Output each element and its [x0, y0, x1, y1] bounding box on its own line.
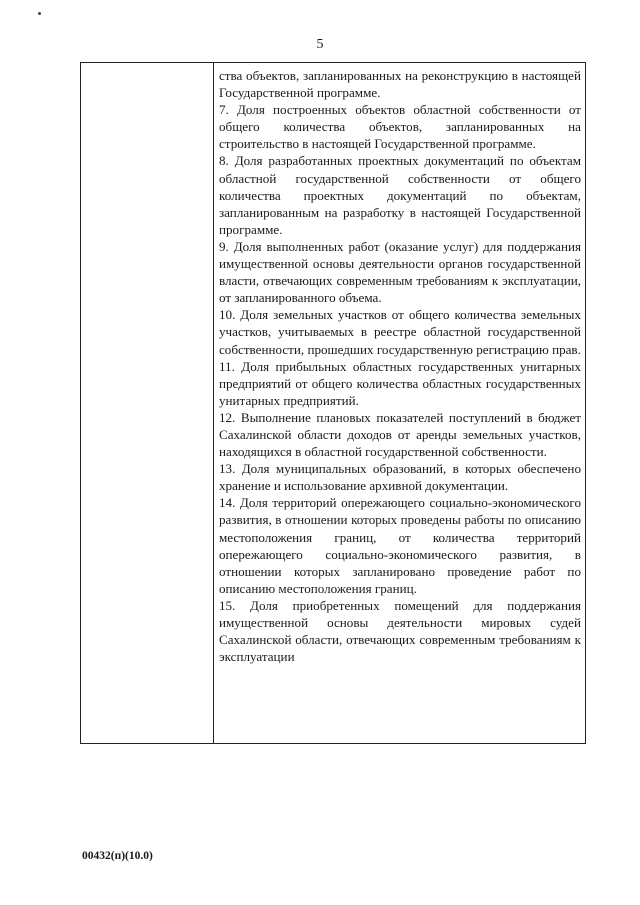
- indicator-paragraph: 8. Доля разработанных проектных документаций по объектам областной государственной собственности от общего количества проектных документаций по объектам, запланированным на разработку в настоящей Государственной программе.: [219, 153, 581, 237]
- indicator-paragraph: 7. Доля построенных объектов областной собственности от общего количества объектов, запланированных на строительство в настоящей Государственной программе.: [219, 102, 581, 152]
- indicators-list: [219, 67, 581, 665]
- page-number: 5: [316, 37, 324, 52]
- indicator-paragraph: 12. Выполнение плановых показателей поступлений в бюджет Сахалинской области доходов от аренды земельных участков, находящихся в областной государственной собственности.: [219, 409, 581, 460]
- indicator-paragraph: ства объектов, запланированных на реконструкцию в настоящей Государственной программе.: [219, 68, 581, 101]
- scan-speck: [38, 12, 41, 15]
- indicator-paragraph: 10. Доля земельных участков от общего количества земельных участков, учитываемых в реестре областной государственной собственности, прошедших государственную регистрацию прав.: [219, 307, 581, 357]
- indicator-paragraph: 13. Доля муниципальных образований, в которых обеспечено хранение и использование архивной документации.: [219, 461, 581, 494]
- indicator-paragraph: 15. Доля приобретенных помещений для поддержания имущественной основы деятельности мировых судей Сахалинской области, отвечающих современным требованиям к эксплуатации: [219, 597, 581, 665]
- indicators-table: [80, 62, 586, 744]
- indicator-paragraph: 11. Доля прибыльных областных государственных унитарных предприятий от общего количества областных государственных унитарных предприятий.: [219, 358, 581, 408]
- document-code: 00432(п)(10.0): [82, 850, 153, 862]
- indicator-paragraph: 14. Доля территорий опережающего социально-экономического развития, в отношении которых проведены работы по описанию местоположения границ, от количества территорий опережающего социально-экономического развития, в отношении которых запланировано проведение работ по описанию местоположения границ.: [219, 495, 581, 596]
- table-column-divider: [213, 63, 214, 743]
- indicator-paragraph: 9. Доля выполненных работ (оказание услуг) для поддержания имущественной основы деятельности органов государственной власти, отвечающих современным требованиям к эксплуатации, от запланированного объема.: [219, 238, 581, 306]
